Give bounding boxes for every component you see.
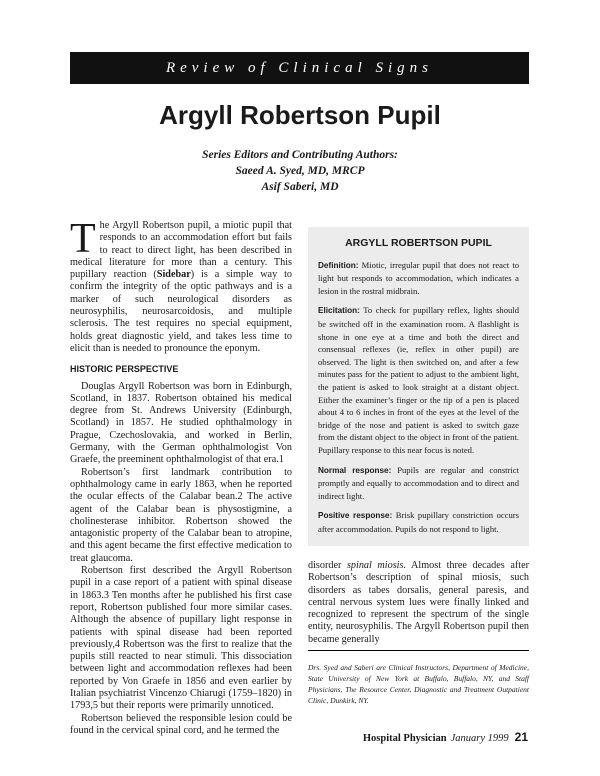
- drop-cap: T: [70, 216, 96, 262]
- definition-label: Definition:: [318, 260, 359, 270]
- definition-text: Miotic, irregular pupil that does not react to light but responds to accommodation, which indicates a lesion in the rostral midbrain.: [318, 259, 519, 296]
- sidebar-normal: [318, 464, 519, 503]
- left-column: [70, 216, 292, 737]
- paragraph-2: Robertson’s first landmark contribution to ophthalmology came in early 1863, when he reported the ocular effects of the Calabar bean.2 The active agent of the Calabar bean is physostigmine, a cholinesterase inhibitor. Robertson showed the antagonistic property of the Calabar bean to atropine, and this agent became the first effective medication to treat glaucoma.: [70, 466, 292, 564]
- intro-sidebar-ref: Sidebar: [156, 269, 191, 281]
- positive-label: Positive response:: [318, 511, 393, 521]
- sidebar-positive: [318, 509, 519, 535]
- elicitation-label: Elicitation:: [318, 306, 360, 316]
- right-text-em: spinal miosis.: [346, 560, 407, 571]
- intro-text-b: ) is a simple way to confirm the integrity of the optic pathways and is a marker of such neurological disorders as neurosyphilis, neurosarcoidosis, and multiple sclerosis. The test requires no special equipment, holds great diagnostic yield, and takes less time to elicit than is needed to pronounce the eponym.: [70, 269, 292, 354]
- sidebar-definition: [318, 259, 519, 298]
- normal-text: Pupils are regular and constrict promptly and equally to accommodation and to direct and indirect light.: [318, 464, 519, 501]
- page-number: 21: [514, 730, 528, 744]
- right-paragraph: [308, 560, 529, 646]
- section-heading: HISTORIC PERSPECTIVE: [70, 364, 179, 375]
- issue-date: January 1999: [450, 733, 509, 744]
- page-footer: [363, 730, 528, 744]
- paragraph-3: Robertson first described the Argyll Robertson pupil in a case report of a patient with spinal disease in 1863.3 Ten months after he published his first case report, Robertson published four more similar cases. Although the absence of pupillary light response in patients with spinal disease had been reported previously,4 Robertson was the first to realize that the pupils still reacted to near stimuli. This dissociation between light and accommodation reflexes had been reported by Von Graefe in 1856 and even earlier by Italian psychiatrist Vincenzo Chiarugi (1759–1820) in 1793,5 but their reports were primarily unnoticed.: [70, 565, 292, 712]
- editors-heading: Series Editors and Contributing Authors:: [202, 149, 398, 161]
- footnote-rule: [308, 650, 529, 651]
- paragraph-4: Robertson believed the responsible lesion could be found in the cervical spinal cord, and he termed the: [70, 712, 292, 736]
- right-column: [308, 560, 529, 646]
- paragraph-1: Douglas Argyll Robertson was born in Edinburgh, Scotland, in 1837. Robertson obtained his medical degree from St. Andrews University (Edinburgh, Scotland) in 1857. He studied ophthalmology in Prague, Czechoslovakia, and worked in Berlin, Germany, with the German ophthalmologist Von Graefe, the preeminent ophthalmologist of that era.1: [70, 380, 292, 466]
- sidebar-elicitation: [318, 304, 519, 456]
- journal-name: Hospital Physician: [362, 733, 447, 744]
- intro-text-a: he Argyll Robertson pupil, a miotic pupil that responds to an accommodation effort but fails to react to direct light, has been described in medical literature for more than a century. This pupillary reaction (: [70, 220, 292, 281]
- elicitation-text: To check for pupillary reflex, lights should be switched off in the examination room. A flashlight is shone in one eye at a time and both the direct and consensual reflexes (ie, reflex in other pupil) are observed. The light is then switched on, and after a few minutes pass for the patient to adjust to the ambient light, the patient is asked to look straight at a distant object. Either the examiner’s finger or the tip of a pen is placed about 4 to 6 inches in front of the eyes at the level of the bridge of the nose and patient is asked to switch gaze from the distant object to the object in front of the patient. Pupillary response to this near focus is noted.: [318, 305, 519, 455]
- sidebar-box: [308, 227, 529, 546]
- editors-block: [0, 147, 600, 195]
- sidebar-title: ARGYLL ROBERTSON PUPIL: [345, 237, 492, 249]
- intro-paragraph: [70, 216, 292, 355]
- right-text-b: Almost three decades after Robertson’s description of spinal miosis, such disorders as tabes dorsalis, general paresis, and central nervous system lues were finally linked and recognized to represent the spectrum of the single entity, neurosyphilis. The Argyll Robertson pupil then became generally: [308, 560, 529, 645]
- section-banner: Review of Clinical Signs: [70, 52, 529, 84]
- positive-text: Brisk pupillary constriction occurs after accommodation. Pupils do not respond to light.: [318, 510, 519, 534]
- author-2: Asif Saberi, MD: [261, 181, 339, 193]
- article-title: Argyll Robertson Pupil: [159, 100, 441, 130]
- right-text-a: disorder: [308, 560, 347, 571]
- author-footnote: Drs. Syed and Saberi are Clinical Instructors, Department of Medicine, State University of New York at Buffalo, Buffalo, NY, and Staff Physicians, The Resource Center, Diagnostic and Treatment Outpatient Clinic, Dunkirk, NY.: [308, 663, 529, 705]
- author-1: Saeed A. Syed, MD, MRCP: [235, 165, 365, 177]
- normal-label: Normal response:: [318, 465, 392, 475]
